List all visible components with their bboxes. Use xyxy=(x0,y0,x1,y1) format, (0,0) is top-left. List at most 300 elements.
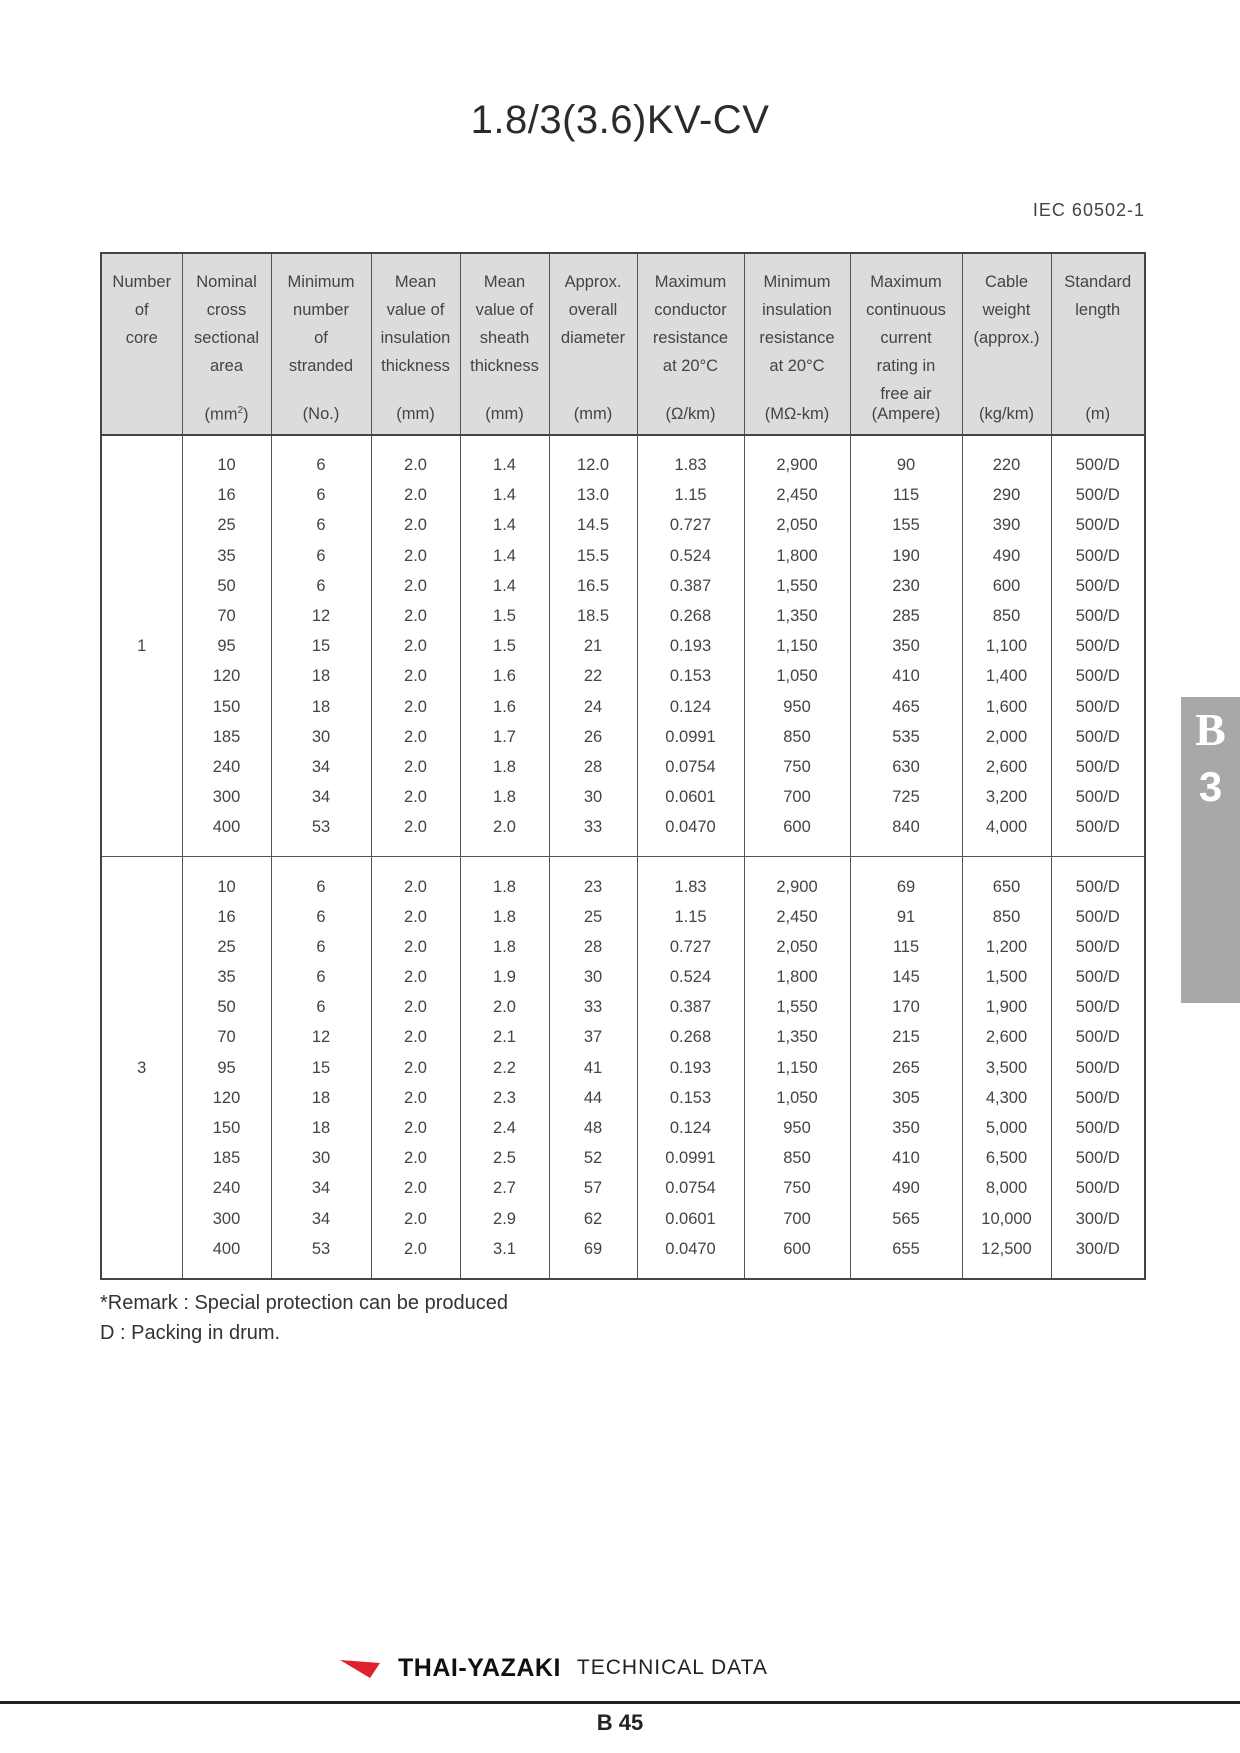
column-unit: (kg/km) xyxy=(979,405,1034,423)
table-cell: 2.4 xyxy=(460,1113,549,1143)
column-header-line: Minimum xyxy=(763,273,831,291)
table-cell: 1,550 xyxy=(744,571,850,601)
column-unit: (Ampere) xyxy=(871,405,941,423)
table-cell: 41 xyxy=(549,1053,637,1083)
table-cell: 90 xyxy=(850,450,962,480)
table-cell: 500/D xyxy=(1051,812,1145,842)
table-cell: 2.7 xyxy=(460,1173,549,1203)
table-cell: 285 xyxy=(850,601,962,631)
table-cell: 12 xyxy=(271,601,371,631)
table-row xyxy=(101,992,1145,1022)
table-cell: 2,600 xyxy=(962,752,1051,782)
column-header-line: weight xyxy=(982,301,1031,319)
table-cell: 2.0 xyxy=(371,1234,460,1264)
table-cell: 2,050 xyxy=(744,510,850,540)
table-cell: 26 xyxy=(549,722,637,752)
column-unit: (m) xyxy=(1085,405,1111,423)
table-cell: 120 xyxy=(182,1083,271,1113)
table-cell: 2.0 xyxy=(460,812,549,842)
table-row xyxy=(101,1204,1145,1234)
table-cell: 0.153 xyxy=(637,1083,744,1113)
table-cell: 500/D xyxy=(1051,782,1145,812)
table-cell: 1,350 xyxy=(744,601,850,631)
table-row xyxy=(101,871,1145,901)
table-cell: 120 xyxy=(182,661,271,691)
table-cell: 18.5 xyxy=(549,601,637,631)
column-header xyxy=(271,253,371,435)
table-header-row xyxy=(101,253,1145,435)
table-cell: 2,900 xyxy=(744,871,850,901)
table-cell: 5,000 xyxy=(962,1113,1051,1143)
table-cell: 13.0 xyxy=(549,480,637,510)
table-row xyxy=(101,1234,1145,1264)
column-header-line: sectional xyxy=(193,329,260,347)
table-cell: 1.6 xyxy=(460,661,549,691)
red-arrow-logo-icon xyxy=(340,1658,380,1678)
table-row xyxy=(101,510,1145,540)
table-cell: 500/D xyxy=(1051,480,1145,510)
table-cell: 2.2 xyxy=(460,1053,549,1083)
table-cell: 10 xyxy=(182,871,271,901)
footer-label: TECHNICAL DATA xyxy=(576,1656,768,1679)
table-cell: 1,800 xyxy=(744,541,850,571)
table-cell: 0.387 xyxy=(637,571,744,601)
table-cell: 3.1 xyxy=(460,1234,549,1264)
table-cell: 950 xyxy=(744,1113,850,1143)
table-cell: 1,500 xyxy=(962,962,1051,992)
table-cell: 190 xyxy=(850,541,962,571)
table-cell: 34 xyxy=(271,1204,371,1234)
table-cell: 490 xyxy=(962,541,1051,571)
column-header-line: core xyxy=(125,329,158,347)
table-cell: 1.4 xyxy=(460,510,549,540)
remark-special-protection: *Remark : Special protection can be produced xyxy=(100,1292,509,1314)
column-header-line: value of xyxy=(386,301,445,319)
table-cell: 50 xyxy=(182,992,271,1022)
table-cell: 240 xyxy=(182,1173,271,1203)
table-cell: 6 xyxy=(271,510,371,540)
column-header xyxy=(182,253,271,435)
column-header-line: Maximum xyxy=(654,273,727,291)
table-cell: 70 xyxy=(182,601,271,631)
column-header-line: continuous xyxy=(866,301,946,319)
brand-name: THAI-YAZAKI xyxy=(398,1653,561,1682)
table-cell: 0.0991 xyxy=(637,1143,744,1173)
table-cell: 50 xyxy=(182,571,271,601)
table-cell: 2,450 xyxy=(744,902,850,932)
table-cell: 230 xyxy=(850,571,962,601)
table-cell: 15.5 xyxy=(549,541,637,571)
table-cell: 2.0 xyxy=(371,1113,460,1143)
table-cell: 30 xyxy=(549,782,637,812)
table-cell: 57 xyxy=(549,1173,637,1203)
table-cell: 6 xyxy=(271,962,371,992)
table-row xyxy=(101,1083,1145,1113)
remarks xyxy=(100,1288,508,1348)
table-row xyxy=(101,661,1145,691)
table-cell: 0.124 xyxy=(637,692,744,722)
table-cell: 115 xyxy=(850,932,962,962)
table-cell: 1.8 xyxy=(460,782,549,812)
table-cell: 0.524 xyxy=(637,541,744,571)
table-cell: 1,100 xyxy=(962,631,1051,661)
table-cell: 500/D xyxy=(1051,571,1145,601)
table-cell: 500/D xyxy=(1051,510,1145,540)
table-cell: 1.4 xyxy=(460,541,549,571)
table-row xyxy=(101,631,1145,661)
table-cell: 500/D xyxy=(1051,902,1145,932)
table-cell: 630 xyxy=(850,752,962,782)
table-cell: 500/D xyxy=(1051,541,1145,571)
column-header-line: Number xyxy=(112,273,172,291)
table-cell: 840 xyxy=(850,812,962,842)
column-header xyxy=(962,253,1051,435)
table-cell: 53 xyxy=(271,1234,371,1264)
table-cell: 500/D xyxy=(1051,871,1145,901)
table-cell: 2.0 xyxy=(371,692,460,722)
table-group-core-3 xyxy=(101,857,1145,1279)
column-header xyxy=(460,253,549,435)
table-row xyxy=(101,722,1145,752)
table-cell: 500/D xyxy=(1051,1173,1145,1203)
column-header xyxy=(744,253,850,435)
column-header-line: of xyxy=(134,301,149,319)
table-cell: 655 xyxy=(850,1234,962,1264)
table-cell: 34 xyxy=(271,752,371,782)
table-cell: 2,000 xyxy=(962,722,1051,752)
table-cell: 400 xyxy=(182,812,271,842)
table-cell: 24 xyxy=(549,692,637,722)
table-cell: 12 xyxy=(271,1022,371,1052)
table-cell: 0.124 xyxy=(637,1113,744,1143)
table-cell: 0.193 xyxy=(637,1053,744,1083)
table-cell: 25 xyxy=(182,510,271,540)
column-header-line: Minimum xyxy=(287,273,355,291)
table-cell: 6 xyxy=(271,450,371,480)
table-cell: 35 xyxy=(182,541,271,571)
table-row xyxy=(101,932,1145,962)
table-cell: 500/D xyxy=(1051,601,1145,631)
table-cell: 22 xyxy=(549,661,637,691)
table-cell: 1.8 xyxy=(460,932,549,962)
table-cell: 1,600 xyxy=(962,692,1051,722)
table-cell: 850 xyxy=(962,902,1051,932)
table-cell: 1,800 xyxy=(744,962,850,992)
column-header-line: insulation xyxy=(380,329,451,347)
table-cell: 2.0 xyxy=(371,1053,460,1083)
table-cell: 0.727 xyxy=(637,932,744,962)
table-cell: 2,600 xyxy=(962,1022,1051,1052)
table-cell: 155 xyxy=(850,510,962,540)
table-cell: 18 xyxy=(271,1113,371,1143)
column-header-line: resistance xyxy=(652,329,729,347)
table-cell: 37 xyxy=(549,1022,637,1052)
table-cell: 1.83 xyxy=(637,871,744,901)
column-header xyxy=(371,253,460,435)
table-cell: 185 xyxy=(182,1143,271,1173)
table-cell: 535 xyxy=(850,722,962,752)
table-cell: 34 xyxy=(271,1173,371,1203)
table-cell: 53 xyxy=(271,812,371,842)
column-unit: (Ω/km) xyxy=(665,405,716,423)
column-header-line: cross xyxy=(206,301,247,319)
table-cell: 850 xyxy=(962,601,1051,631)
core-count-cell: 3 xyxy=(101,857,182,1279)
table-cell: 500/D xyxy=(1051,661,1145,691)
table-cell: 28 xyxy=(549,752,637,782)
table-cell: 290 xyxy=(962,480,1051,510)
column-header-line: stranded xyxy=(288,357,354,375)
table-cell: 6 xyxy=(271,992,371,1022)
table-cell: 1.4 xyxy=(460,450,549,480)
table-cell: 500/D xyxy=(1051,692,1145,722)
table-cell: 6 xyxy=(271,571,371,601)
table-cell: 15 xyxy=(271,1053,371,1083)
table-cell: 12,500 xyxy=(962,1234,1051,1264)
table-cell: 8,000 xyxy=(962,1173,1051,1203)
table-cell: 0.153 xyxy=(637,661,744,691)
core-count-cell: 1 xyxy=(101,435,182,857)
table-cell: 1.8 xyxy=(460,752,549,782)
column-header-line: Maximum xyxy=(870,273,942,291)
table-cell: 91 xyxy=(850,902,962,932)
table-cell: 2.0 xyxy=(371,631,460,661)
table-cell: 115 xyxy=(850,480,962,510)
table-cell: 2.0 xyxy=(371,450,460,480)
page-title: 1.8/3(3.6)KV-CV xyxy=(470,98,770,142)
table-cell: 2.0 xyxy=(371,752,460,782)
table-cell: 2.0 xyxy=(371,601,460,631)
table-cell: 465 xyxy=(850,692,962,722)
table-cell: 300 xyxy=(182,1204,271,1234)
table-cell: 2.0 xyxy=(371,782,460,812)
table-cell: 150 xyxy=(182,1113,271,1143)
table-cell: 28 xyxy=(549,932,637,962)
table-cell: 410 xyxy=(850,661,962,691)
table-cell: 0.0601 xyxy=(637,1204,744,1234)
table-cell: 2.0 xyxy=(371,661,460,691)
table-cell: 30 xyxy=(549,962,637,992)
table-cell: 14.5 xyxy=(549,510,637,540)
table-cell: 0.268 xyxy=(637,1022,744,1052)
column-header xyxy=(101,253,182,435)
table-cell: 600 xyxy=(744,812,850,842)
table-cell: 350 xyxy=(850,631,962,661)
column-header-line: sheath xyxy=(479,329,530,347)
table-cell: 600 xyxy=(744,1234,850,1264)
table-cell: 1.9 xyxy=(460,962,549,992)
table-cell: 500/D xyxy=(1051,722,1145,752)
column-header-line: insulation xyxy=(762,301,832,319)
footer-brand xyxy=(340,1648,768,1688)
column-unit: (mm) xyxy=(396,405,435,423)
table-cell: 750 xyxy=(744,752,850,782)
table-cell: 2.0 xyxy=(371,571,460,601)
footer-divider xyxy=(0,1701,1240,1704)
table-cell: 3,200 xyxy=(962,782,1051,812)
column-header-line: value of xyxy=(475,301,534,319)
table-cell: 400 xyxy=(182,1234,271,1264)
table-cell: 0.727 xyxy=(637,510,744,540)
table-row xyxy=(101,962,1145,992)
table-cell: 0.0470 xyxy=(637,812,744,842)
table-cell: 2.0 xyxy=(371,1083,460,1113)
table-cell: 0.0754 xyxy=(637,1173,744,1203)
table-cell: 2.0 xyxy=(371,992,460,1022)
table-cell: 35 xyxy=(182,962,271,992)
table-cell: 500/D xyxy=(1051,992,1145,1022)
table-cell: 950 xyxy=(744,692,850,722)
table-cell: 265 xyxy=(850,1053,962,1083)
table-cell: 500/D xyxy=(1051,1143,1145,1173)
table-cell: 15 xyxy=(271,631,371,661)
table-cell: 300/D xyxy=(1051,1204,1145,1234)
table-cell: 750 xyxy=(744,1173,850,1203)
remark-packing: D : Packing in drum. xyxy=(100,1322,281,1344)
table-cell: 0.193 xyxy=(637,631,744,661)
table-cell: 0.0470 xyxy=(637,1234,744,1264)
table-cell: 4,000 xyxy=(962,812,1051,842)
table-cell: 410 xyxy=(850,1143,962,1173)
section-tab-number: 3 xyxy=(1198,763,1223,810)
table-cell: 1.83 xyxy=(637,450,744,480)
column-unit: (mm) xyxy=(485,405,524,423)
table-cell: 1.8 xyxy=(460,871,549,901)
table-cell: 6 xyxy=(271,932,371,962)
table-cell: 6 xyxy=(271,541,371,571)
table-row xyxy=(101,1022,1145,1052)
table-cell: 305 xyxy=(850,1083,962,1113)
table-cell: 2.0 xyxy=(371,1204,460,1234)
table-cell: 69 xyxy=(850,871,962,901)
table-row xyxy=(101,752,1145,782)
table-cell: 6 xyxy=(271,871,371,901)
table-cell: 2.9 xyxy=(460,1204,549,1234)
table-cell: 650 xyxy=(962,871,1051,901)
table-cell: 1,200 xyxy=(962,932,1051,962)
table-cell: 62 xyxy=(549,1204,637,1234)
table-cell: 3,500 xyxy=(962,1053,1051,1083)
table-cell: 6,500 xyxy=(962,1143,1051,1173)
table-cell: 48 xyxy=(549,1113,637,1143)
table-cell: 6 xyxy=(271,480,371,510)
table-row xyxy=(101,1173,1145,1203)
table-cell: 565 xyxy=(850,1204,962,1234)
table-cell: 1.4 xyxy=(460,571,549,601)
table-cell: 12.0 xyxy=(549,450,637,480)
table-row xyxy=(101,1113,1145,1143)
table-cell: 500/D xyxy=(1051,962,1145,992)
table-cell: 6 xyxy=(271,902,371,932)
table-row xyxy=(101,1143,1145,1173)
table-cell: 2.0 xyxy=(371,962,460,992)
column-unit: (No.) xyxy=(302,405,340,423)
column-header-line: length xyxy=(1075,301,1121,319)
table-cell: 69 xyxy=(549,1234,637,1264)
column-header-line: number xyxy=(293,301,349,319)
table-cell: 0.268 xyxy=(637,601,744,631)
table-cell: 390 xyxy=(962,510,1051,540)
table-cell: 16.5 xyxy=(549,571,637,601)
column-header-line: rating in xyxy=(876,357,936,375)
table-cell: 1,550 xyxy=(744,992,850,1022)
table-cell: 500/D xyxy=(1051,1053,1145,1083)
table-cell: 2.0 xyxy=(371,1143,460,1173)
table-cell: 2.0 xyxy=(460,992,549,1022)
table-row xyxy=(101,601,1145,631)
column-header-line: area xyxy=(209,357,244,375)
table-cell: 150 xyxy=(182,692,271,722)
table-cell: 500/D xyxy=(1051,1113,1145,1143)
table-cell: 25 xyxy=(182,932,271,962)
table-group-core-1 xyxy=(101,435,1145,857)
table-cell: 2.0 xyxy=(371,541,460,571)
table-cell: 1.6 xyxy=(460,692,549,722)
table-cell: 30 xyxy=(271,722,371,752)
column-header-line: diameter xyxy=(560,329,626,347)
table-row xyxy=(101,692,1145,722)
table-cell: 2,450 xyxy=(744,480,850,510)
table-cell: 23 xyxy=(549,871,637,901)
table-cell: 2,050 xyxy=(744,932,850,962)
column-header-line: overall xyxy=(568,301,618,319)
table-cell: 1,050 xyxy=(744,1083,850,1113)
table-cell: 21 xyxy=(549,631,637,661)
column-header-line: (approx.) xyxy=(973,329,1040,347)
table-cell: 500/D xyxy=(1051,1083,1145,1113)
table-row xyxy=(101,450,1145,480)
table-cell: 18 xyxy=(271,661,371,691)
table-cell: 215 xyxy=(850,1022,962,1052)
table-cell: 2.0 xyxy=(371,932,460,962)
table-cell: 350 xyxy=(850,1113,962,1143)
table-cell: 1,150 xyxy=(744,1053,850,1083)
column-header-line: Mean xyxy=(483,273,526,291)
table-cell: 52 xyxy=(549,1143,637,1173)
spec-table xyxy=(100,252,1146,1280)
table-cell: 1,050 xyxy=(744,661,850,691)
table-cell: 0.0754 xyxy=(637,752,744,782)
table-cell: 600 xyxy=(962,571,1051,601)
column-header-line: resistance xyxy=(759,329,835,347)
table-cell: 700 xyxy=(744,782,850,812)
table-cell: 300 xyxy=(182,782,271,812)
table-cell: 300/D xyxy=(1051,1234,1145,1264)
table-cell: 1,150 xyxy=(744,631,850,661)
column-header xyxy=(850,253,962,435)
table-cell: 2.0 xyxy=(371,812,460,842)
table-cell: 18 xyxy=(271,692,371,722)
column-header-line: Nominal xyxy=(196,273,257,291)
table-cell: 2.0 xyxy=(371,902,460,932)
table-row xyxy=(101,782,1145,812)
table-cell: 44 xyxy=(549,1083,637,1113)
table-cell: 1.8 xyxy=(460,902,549,932)
table-cell: 2.0 xyxy=(371,1022,460,1052)
column-header-line: Mean xyxy=(394,273,437,291)
spec-table-container xyxy=(100,252,1144,1280)
table-cell: 25 xyxy=(549,902,637,932)
column-header-line: Approx. xyxy=(564,273,622,291)
table-cell: 170 xyxy=(850,992,962,1022)
table-cell: 490 xyxy=(850,1173,962,1203)
table-cell: 2.0 xyxy=(371,1173,460,1203)
table-row xyxy=(101,541,1145,571)
column-header xyxy=(549,253,637,435)
column-header-line: free air xyxy=(880,385,932,403)
table-row xyxy=(101,480,1145,510)
table-row xyxy=(101,812,1145,842)
